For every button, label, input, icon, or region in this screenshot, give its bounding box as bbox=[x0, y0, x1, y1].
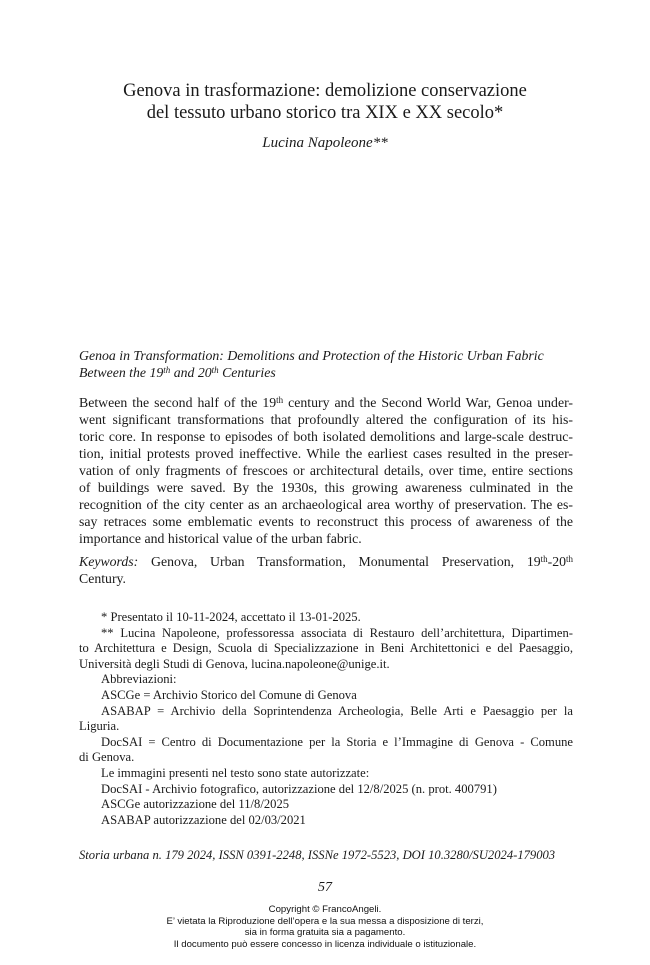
footnote-author: ** Lucina Napoleone, professoressa associata di Restauro dell’architettura, Dipartimen- bbox=[101, 625, 573, 640]
english-title-line-2 bbox=[79, 364, 574, 381]
images-heading: Le immagini presenti nel testo sono state autorizzate: bbox=[101, 765, 370, 780]
abstract-line bbox=[79, 394, 573, 411]
article-title bbox=[80, 80, 570, 124]
footnotes bbox=[79, 610, 573, 828]
journal-reference: Storia urbana n. 179 2024, ISSN 0391-2248, ISSNe 1972-5523, DOI 10.3280/SU2024-179003 bbox=[79, 848, 556, 862]
abstract-line: say retraces some emblematic events to reconstruct this process of awareness of the bbox=[79, 514, 573, 529]
copyright-line: Il documento può essere concesso in licenza individuale o istituzionale. bbox=[173, 938, 477, 950]
abstract-line: of buildings were saved. By the 1930s, this growing awareness culminated in the bbox=[79, 480, 573, 495]
abstract-text: Between the second half of the 19 bbox=[79, 395, 277, 410]
abbreviation-item: DocSAI = Centro di Documentazione per la Storia e l’Immagine di Genova - Comune bbox=[101, 734, 573, 749]
footnote-received: * Presentato il 10-11-2024, accettato il 13-01-2025. bbox=[101, 610, 361, 624]
superscript: th bbox=[540, 553, 548, 564]
abstract-line: recognition of the city center as an archaeological area worthy of preservation. The es- bbox=[79, 497, 573, 512]
abstract bbox=[79, 394, 573, 547]
english-title-text: Centuries bbox=[218, 365, 276, 380]
abbreviation-item: di Genova. bbox=[79, 750, 135, 765]
keywords bbox=[79, 553, 573, 587]
page-number: 57 bbox=[318, 880, 332, 895]
abbreviation-item: Liguria. bbox=[79, 719, 120, 734]
abbreviation-item: ASCGe = Archivio Storico del Comune di Genova bbox=[101, 687, 357, 702]
authorization-item: DocSAI - Archivio fotografico, autorizzazione del 12/8/2025 (n. prot. 400791) bbox=[101, 781, 497, 796]
abstract-line: vation of only fragments of frescoes or architectural details, over time, entire sections bbox=[79, 463, 573, 478]
keywords-line: Century. bbox=[79, 571, 127, 586]
keywords-label: Keywords: bbox=[79, 554, 139, 569]
authorization-item: ASCGe autorizzazione del 11/8/2025 bbox=[101, 797, 290, 812]
superscript: th bbox=[163, 364, 171, 375]
copyright-line: sia in forma gratuita sia a pagamento. bbox=[244, 927, 406, 939]
article-author: Lucina Napoleone** bbox=[262, 135, 388, 151]
footnote-author: to Architettura e Design, Scuola di Specializzazione in Beni Architettonici e del Paesaggio, bbox=[79, 641, 573, 656]
abbreviation-item: ASABAP = Archivio della Soprintendenza Archeologia, Belle Arti e Paesaggio per la bbox=[101, 703, 573, 718]
keywords-text: Genova, Urban Transformation, Monumental Preservation, 19 bbox=[138, 554, 541, 569]
superscript: th bbox=[566, 553, 573, 564]
abbreviations-heading: Abbreviazioni: bbox=[101, 672, 177, 687]
authorization-item: ASABAP autorizzazione del 02/03/2021 bbox=[101, 812, 306, 827]
abstract-line: toric core. In response to episodes of both isolated demolitions and large-scale destruc- bbox=[79, 429, 573, 444]
footnote-author: Università degli Studi di Genova, lucina.napoleone@unige.it. bbox=[79, 656, 390, 671]
english-title-text: and 20 bbox=[170, 365, 212, 380]
english-title-line-1: Genoa in Transformation: Demolitions and Protection of the Historic Urban Fabric bbox=[79, 348, 544, 363]
english-title bbox=[79, 347, 574, 381]
article-title-line-2: del tessuto urbano storico tra XIX e XX secolo* bbox=[146, 103, 504, 123]
article-title-line-1: Genova in trasformazione: demolizione conservazione bbox=[123, 81, 527, 101]
keywords-text: -20 bbox=[547, 554, 567, 569]
copyright-line: E’ vietata la Riproduzione dell’opera e la sua messa a disposizione di terzi, bbox=[166, 915, 484, 927]
abstract-line: tion, initial protests proved ineffective. While the earliest cases resulted in the preser- bbox=[79, 446, 573, 461]
keywords-line bbox=[79, 553, 573, 570]
superscript: th bbox=[276, 394, 284, 405]
copyright-line: Copyright © FrancoAngeli. bbox=[268, 904, 382, 915]
copyright-notice bbox=[0, 904, 650, 950]
abstract-line: importance and historical value of the urban fabric. bbox=[79, 531, 362, 546]
abstract-text: century and the Second World War, Genoa under- bbox=[283, 395, 573, 410]
abstract-line: went significant transformations that profoundly altered the configuration of its his- bbox=[79, 412, 573, 427]
superscript: th bbox=[211, 364, 219, 375]
english-title-text: Between the 19 bbox=[79, 365, 164, 380]
